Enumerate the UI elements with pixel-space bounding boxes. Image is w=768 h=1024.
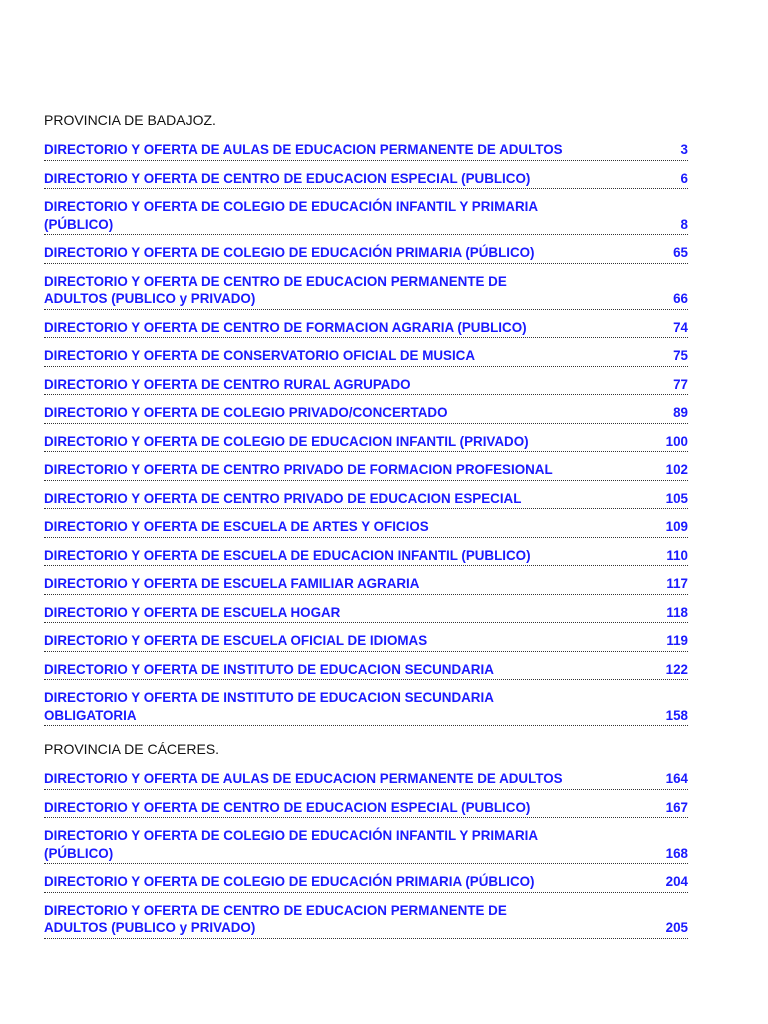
toc-entry-page: 168 — [665, 845, 688, 861]
toc-entry-page: 6 — [680, 170, 688, 186]
toc-entry-title: DIRECTORIO Y OFERTA DE ESCUELA FAMILIAR AGRARIA — [44, 576, 420, 591]
toc-entry-title: DIRECTORIO Y OFERTA DE CENTRO RURAL AGRUPADO — [44, 376, 411, 392]
toc-entry-title: DIRECTORIO Y OFERTA DE CENTRO DE EDUCACION ESPECIAL (PUBLICO) — [44, 799, 531, 815]
toc-entry-page: 109 — [665, 519, 688, 534]
toc-entry-title: DIRECTORIO Y OFERTA DE ESCUELA HOGAR — [44, 604, 341, 620]
toc-entry-page: 8 — [680, 216, 688, 232]
toc-entry[interactable] — [44, 902, 688, 939]
toc-entry-title: DIRECTORIO Y OFERTA DE ESCUELA DE EDUCACION INFANTIL (PUBLICO) — [44, 547, 531, 563]
toc-entry[interactable] — [44, 404, 688, 424]
toc-entry-title: DIRECTORIO Y OFERTA DE AULAS DE EDUCACION PERMANENTE DE ADULTOS — [44, 142, 563, 157]
toc-entry[interactable] — [44, 547, 688, 567]
toc-entry[interactable] — [44, 376, 688, 396]
toc-entry-title: DIRECTORIO Y OFERTA DE ESCUELA DE ARTES Y OFICIOS — [44, 519, 429, 534]
toc-entry-page: 118 — [666, 604, 688, 620]
toc-entry[interactable] — [44, 244, 688, 264]
toc-entry-page: 65 — [673, 245, 688, 260]
toc-entry-page: 89 — [673, 405, 688, 420]
toc-entry-page: 204 — [665, 874, 688, 889]
toc-entry-page: 100 — [665, 433, 688, 449]
toc-entry-page: 105 — [665, 490, 688, 506]
toc-entry[interactable] — [44, 141, 688, 161]
toc-entry-title: DIRECTORIO Y OFERTA DE COLEGIO DE EDUCACIÓN PRIMARIA (PÚBLICO) — [44, 874, 535, 889]
toc-entry[interactable] — [44, 661, 688, 681]
toc-entry-title: DIRECTORIO Y OFERTA DE CENTRO PRIVADO DE EDUCACION ESPECIAL — [44, 490, 522, 506]
toc-entry[interactable] — [44, 604, 688, 624]
toc-entry-page: 205 — [665, 920, 688, 935]
toc-entry-title: DIRECTORIO Y OFERTA DE COLEGIO DE EDUCACIÓN PRIMARIA (PÚBLICO) — [44, 245, 535, 260]
toc-entry-title: DIRECTORIO Y OFERTA DE ESCUELA OFICIAL DE IDIOMAS — [44, 633, 428, 648]
toc-entry-page: 77 — [673, 376, 688, 392]
toc-entry-title: DIRECTORIO Y OFERTA DE CENTRO PRIVADO DE FORMACION PROFESIONAL — [44, 462, 553, 477]
toc-entry-title: DIRECTORIO Y OFERTA DE COLEGIO DE EDUCACION INFANTIL (PRIVADO) — [44, 433, 529, 449]
toc-entry[interactable] — [44, 799, 688, 819]
toc-entry[interactable] — [44, 827, 688, 864]
toc-entry[interactable] — [44, 575, 688, 595]
toc-entry[interactable] — [44, 518, 688, 538]
toc-entry-page: 167 — [665, 799, 688, 815]
toc-entry-page: 158 — [665, 707, 688, 723]
toc-entry[interactable] — [44, 632, 688, 652]
toc-entry[interactable] — [44, 273, 688, 310]
toc-entry-page: 75 — [673, 348, 688, 363]
toc-entry[interactable] — [44, 461, 688, 481]
toc-entry-title: DIRECTORIO Y OFERTA DE COLEGIO DE EDUCACIÓN INFANTIL Y PRIMARIA (PÚBLICO) — [44, 199, 539, 232]
toc-entry-title: DIRECTORIO Y OFERTA DE CENTRO DE EDUCACION ESPECIAL (PUBLICO) — [44, 170, 531, 186]
table-of-contents — [44, 111, 688, 948]
toc-entry-title: DIRECTORIO Y OFERTA DE CONSERVATORIO OFICIAL DE MUSICA — [44, 348, 476, 363]
toc-entry-page: 102 — [665, 462, 688, 477]
toc-entry-title: DIRECTORIO Y OFERTA DE INSTITUTO DE EDUCACION SECUNDARIA OBLIGATORIA — [44, 690, 494, 723]
toc-entry[interactable] — [44, 170, 688, 190]
toc-entry[interactable] — [44, 433, 688, 453]
toc-entry-page: 164 — [665, 771, 688, 786]
toc-entry[interactable] — [44, 689, 688, 726]
toc-entry-page: 110 — [666, 547, 688, 563]
toc-entry[interactable] — [44, 198, 688, 235]
toc-entry-page: 66 — [673, 291, 688, 306]
toc-entry-title: DIRECTORIO Y OFERTA DE CENTRO DE EDUCACION PERMANENTE DE ADULTOS (PUBLICO y PRIVADO) — [44, 273, 507, 306]
toc-entry-title: DIRECTORIO Y OFERTA DE INSTITUTO DE EDUCACION SECUNDARIA — [44, 661, 494, 677]
toc-entry-title: DIRECTORIO Y OFERTA DE COLEGIO DE EDUCACIÓN INFANTIL Y PRIMARIA (PÚBLICO) — [44, 828, 539, 861]
toc-entry-page: 74 — [673, 319, 688, 335]
toc-entry[interactable] — [44, 873, 688, 893]
toc-entry[interactable] — [44, 347, 688, 367]
toc-entry[interactable] — [44, 770, 688, 790]
section-heading-badajoz: PROVINCIA DE BADAJOZ. — [44, 112, 216, 128]
toc-entry-title: DIRECTORIO Y OFERTA DE CENTRO DE EDUCACION PERMANENTE DE ADULTOS (PUBLICO y PRIVADO) — [44, 902, 507, 935]
toc-entry-title: DIRECTORIO Y OFERTA DE CENTRO DE FORMACION AGRARIA (PUBLICO) — [44, 319, 527, 335]
toc-entry-page: 122 — [665, 661, 688, 677]
toc-entry-page: 117 — [666, 576, 688, 591]
toc-entry-page: 3 — [680, 142, 688, 157]
toc-entry[interactable] — [44, 490, 688, 510]
toc-entry-page: 119 — [666, 633, 688, 648]
toc-entry[interactable] — [44, 319, 688, 339]
toc-entry-title: DIRECTORIO Y OFERTA DE COLEGIO PRIVADO/CONCERTADO — [44, 405, 448, 420]
section-heading-caceres: PROVINCIA DE CÁCERES. — [44, 741, 220, 757]
toc-entry-title: DIRECTORIO Y OFERTA DE AULAS DE EDUCACION PERMANENTE DE ADULTOS — [44, 771, 563, 786]
